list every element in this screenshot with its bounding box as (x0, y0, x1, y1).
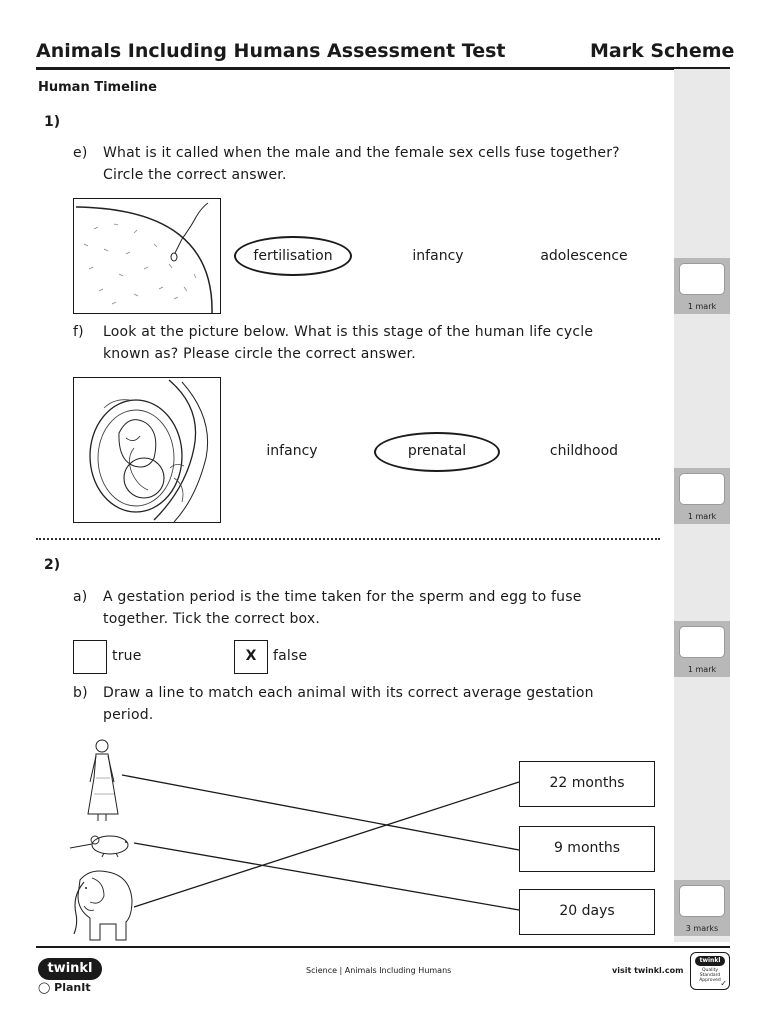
question-text-line: Circle the correct answer. (103, 167, 287, 183)
twinkl-logo-text: twinkl (47, 961, 93, 976)
question-label: a) (73, 589, 88, 605)
badge-logo: twinkl (695, 956, 725, 966)
option-infancy[interactable]: infancy (266, 443, 318, 459)
question-label: f) (73, 324, 84, 340)
badge-text: Quality Standard Approved (699, 968, 721, 983)
question-label: b) (73, 685, 88, 701)
question-text-line: together. Tick the correct box. (103, 611, 321, 627)
option-fertilisation[interactable]: fertilisation (253, 248, 333, 264)
planit-logo (38, 981, 91, 994)
question-text-line: Draw a line to match each animal with its correct average gestation (103, 685, 594, 701)
question-label: e) (73, 145, 88, 161)
mark-label: 3 marks (685, 924, 719, 933)
period-box-20-days[interactable]: 20 days (519, 889, 655, 935)
false-label: false (273, 648, 308, 664)
question-text-line: A gestation period is the time taken for the sperm and egg to fuse (103, 589, 582, 605)
footer-center-text: Science | Animals Including Humans (306, 966, 452, 975)
footer-link[interactable]: visit twinkl.com (612, 966, 684, 975)
mark-label: 1 mark (687, 665, 717, 674)
page-title: Animals Including Humans Assessment Test (36, 40, 506, 62)
mark-label: 1 mark (687, 302, 717, 311)
section-title: Human Timeline (38, 80, 157, 95)
false-checkbox[interactable]: X (234, 640, 268, 674)
option-prenatal[interactable]: prenatal (407, 443, 467, 459)
planit-icon: ◯ (38, 981, 51, 994)
question-number: 2) (44, 557, 61, 573)
question-text-line: What is it called when the male and the female sex cells fuse together? (103, 145, 620, 161)
period-box-9-months[interactable]: 9 months (519, 826, 655, 872)
twinkl-logo (38, 958, 102, 980)
question-text-line: known as? Please circle the correct answer. (103, 346, 416, 362)
option-infancy[interactable]: infancy (412, 248, 464, 264)
option-adolescence[interactable]: adolescence (540, 248, 628, 264)
planit-logo-text: PlanIt (54, 981, 91, 994)
mark-scheme-title: Mark Scheme (590, 40, 735, 62)
question-text-line: Look at the picture below. What is this stage of the human life cycle (103, 324, 594, 340)
option-childhood[interactable]: childhood (549, 443, 619, 459)
check-icon: ✓ (720, 979, 727, 988)
question-text-line: period. (103, 707, 154, 723)
true-label: true (112, 648, 142, 664)
question-number: 1) (44, 114, 61, 130)
footer-rule (36, 946, 730, 948)
quality-badge (690, 952, 730, 990)
mark-label: 1 mark (687, 512, 717, 521)
period-box-22-months[interactable]: 22 months (519, 761, 655, 807)
